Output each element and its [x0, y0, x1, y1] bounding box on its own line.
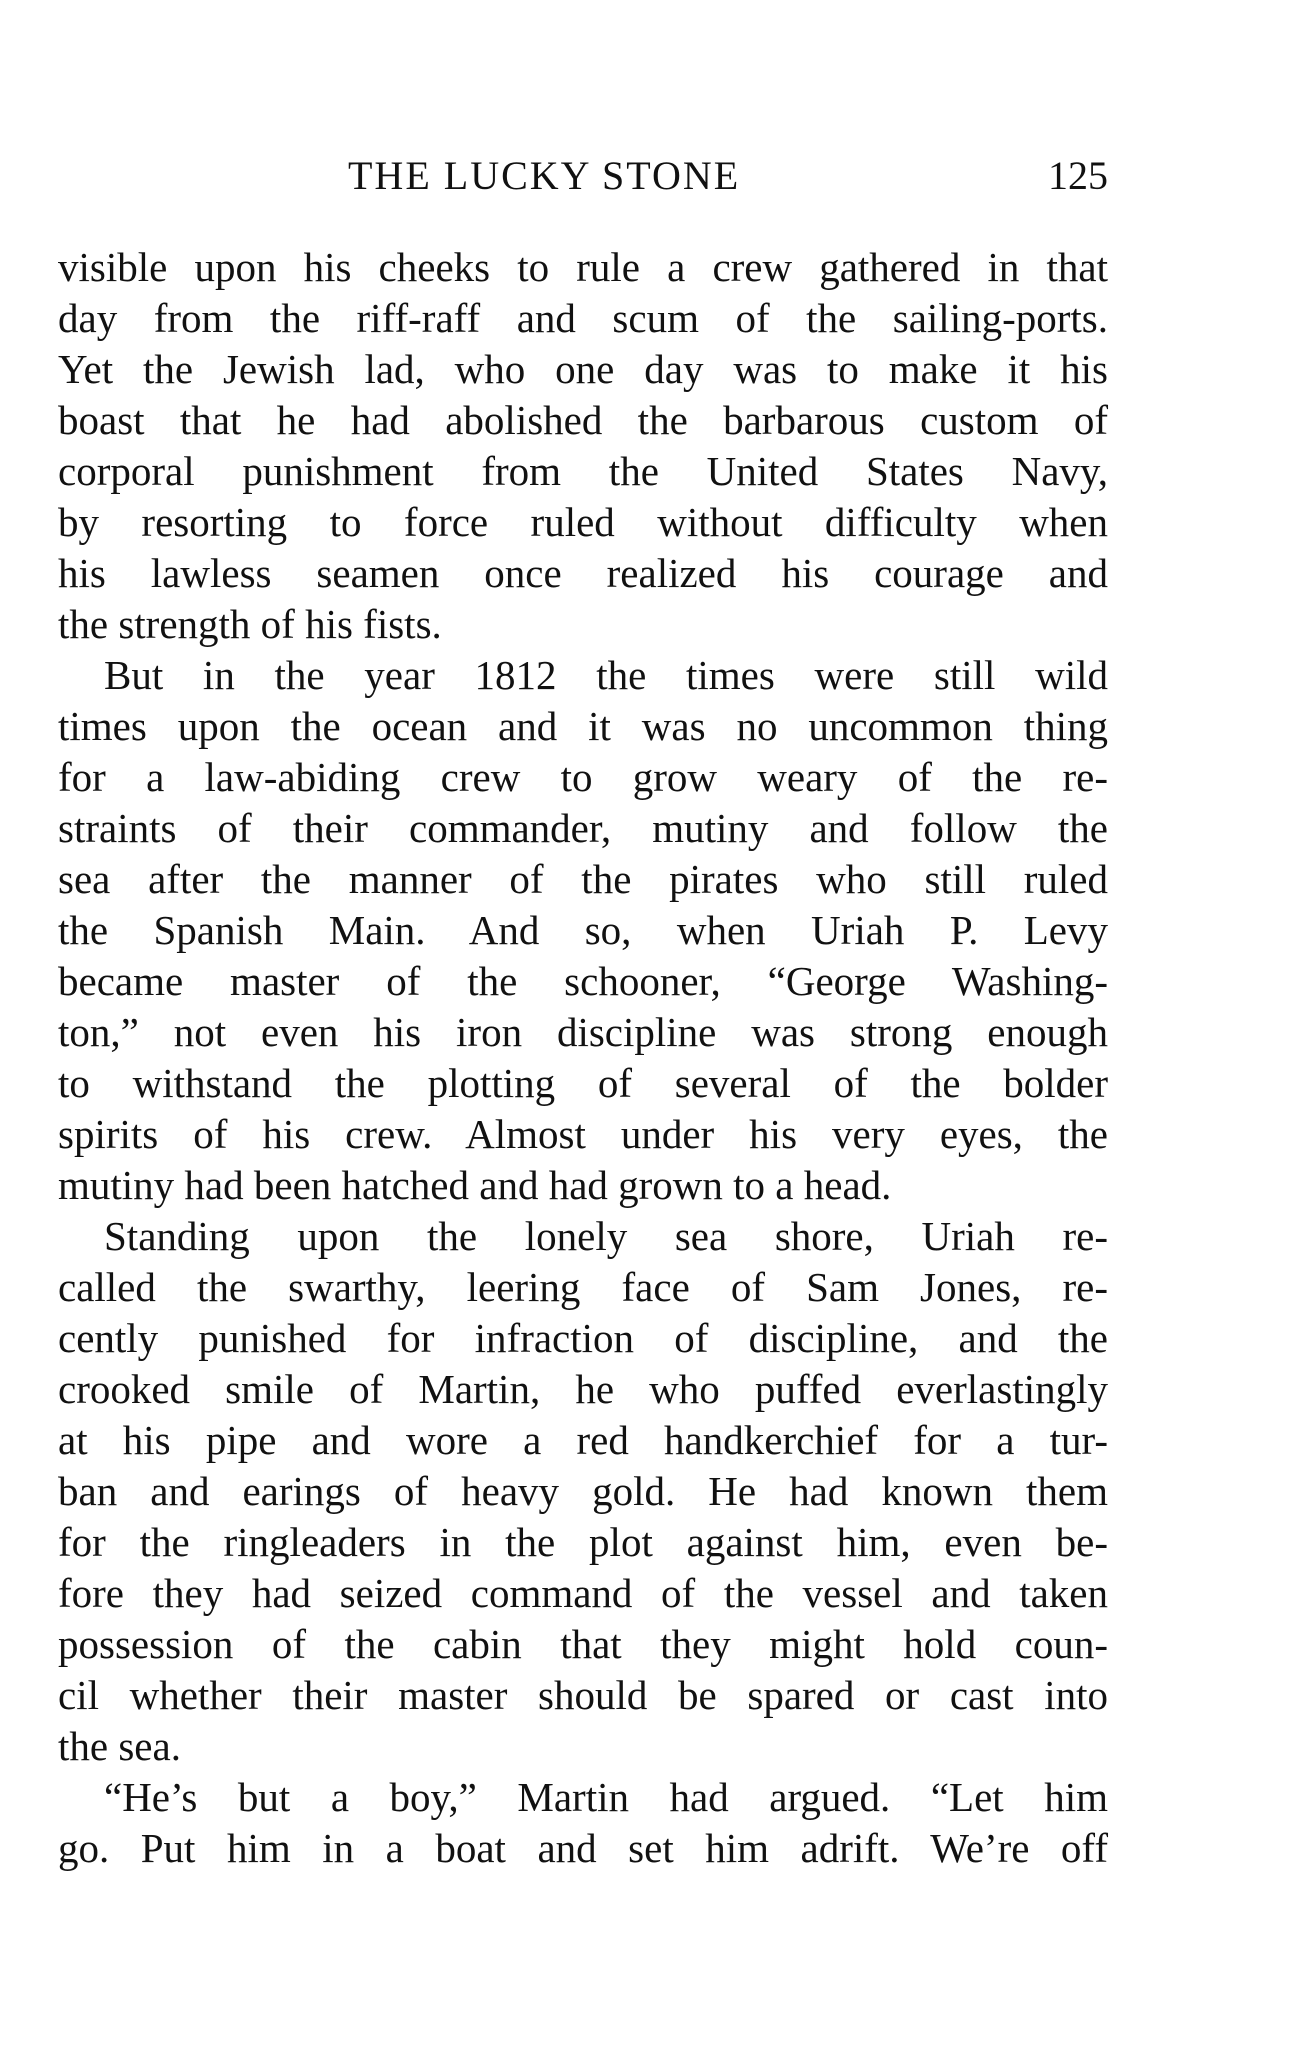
text-line: to withstand the plotting of several of the bolder — [58, 1060, 1108, 1106]
text-line: called the swarthy, leering face of Sam Jones, re- — [58, 1264, 1108, 1310]
text-line: Yet the Jewish lad, who one day was to make it his — [58, 346, 1108, 392]
text-line: for a law-abiding crew to grow weary of the re- — [58, 754, 1108, 800]
text-line: for the ringleaders in the plot against him, even be- — [58, 1519, 1108, 1565]
text-line: ban and earings of heavy gold. He had known them — [58, 1468, 1108, 1514]
text-line: spirits of his crew. Almost under his very eyes, the — [58, 1111, 1108, 1157]
text-line: the sea. — [58, 1723, 181, 1769]
running-head — [58, 148, 1108, 204]
text-line: straints of their commander, mutiny and follow the — [58, 805, 1108, 851]
text-line: crooked smile of Martin, he who puffed everlastingly — [58, 1366, 1108, 1412]
text-line: cently punished for infraction of discipline, and the — [58, 1315, 1108, 1361]
text-line: the Spanish Main. And so, when Uriah P. Levy — [58, 907, 1108, 953]
text-line: the strength of his fists. — [58, 601, 442, 647]
text-line: Standing upon the lonely sea shore, Uriah re- — [104, 1213, 1108, 1259]
text-line: day from the riff-raff and scum of the sailing-ports. — [58, 295, 1108, 341]
text-line: “He’s but a boy,” Martin had argued. “Let him — [104, 1774, 1108, 1820]
text-line: by resorting to force ruled without difficulty when — [58, 499, 1108, 545]
page-number: 125 — [1048, 153, 1108, 198]
running-title: THE LUCKY STONE — [348, 153, 741, 198]
text-line: ton,” not even his iron discipline was strong enough — [58, 1009, 1108, 1055]
text-line: his lawless seamen once realized his courage and — [58, 550, 1108, 596]
text-line: visible upon his cheeks to rule a crew gathered in that — [58, 244, 1108, 290]
text-line: boast that he had abolished the barbarous custom of — [58, 397, 1108, 443]
text-line: fore they had seized command of the vessel and taken — [58, 1570, 1108, 1616]
text-line: corporal punishment from the United States Navy, — [58, 448, 1108, 494]
text-line: times upon the ocean and it was no uncommon thing — [58, 703, 1108, 749]
text-line: But in the year 1812 the times were still wild — [104, 652, 1108, 698]
text-line: cil whether their master should be spared or cast into — [58, 1672, 1108, 1718]
text-line: go. Put him in a boat and set him adrift. We’re off — [58, 1825, 1108, 1871]
text-line: became master of the schooner, “George Washing- — [58, 958, 1108, 1004]
text-line: mutiny had been hatched and had grown to a head. — [58, 1162, 892, 1208]
text-line: sea after the manner of the pirates who still ruled — [58, 856, 1108, 902]
body-text — [58, 242, 1108, 1874]
text-line: at his pipe and wore a red handkerchief for a tur- — [58, 1417, 1108, 1463]
text-line: possession of the cabin that they might hold coun- — [58, 1621, 1108, 1667]
